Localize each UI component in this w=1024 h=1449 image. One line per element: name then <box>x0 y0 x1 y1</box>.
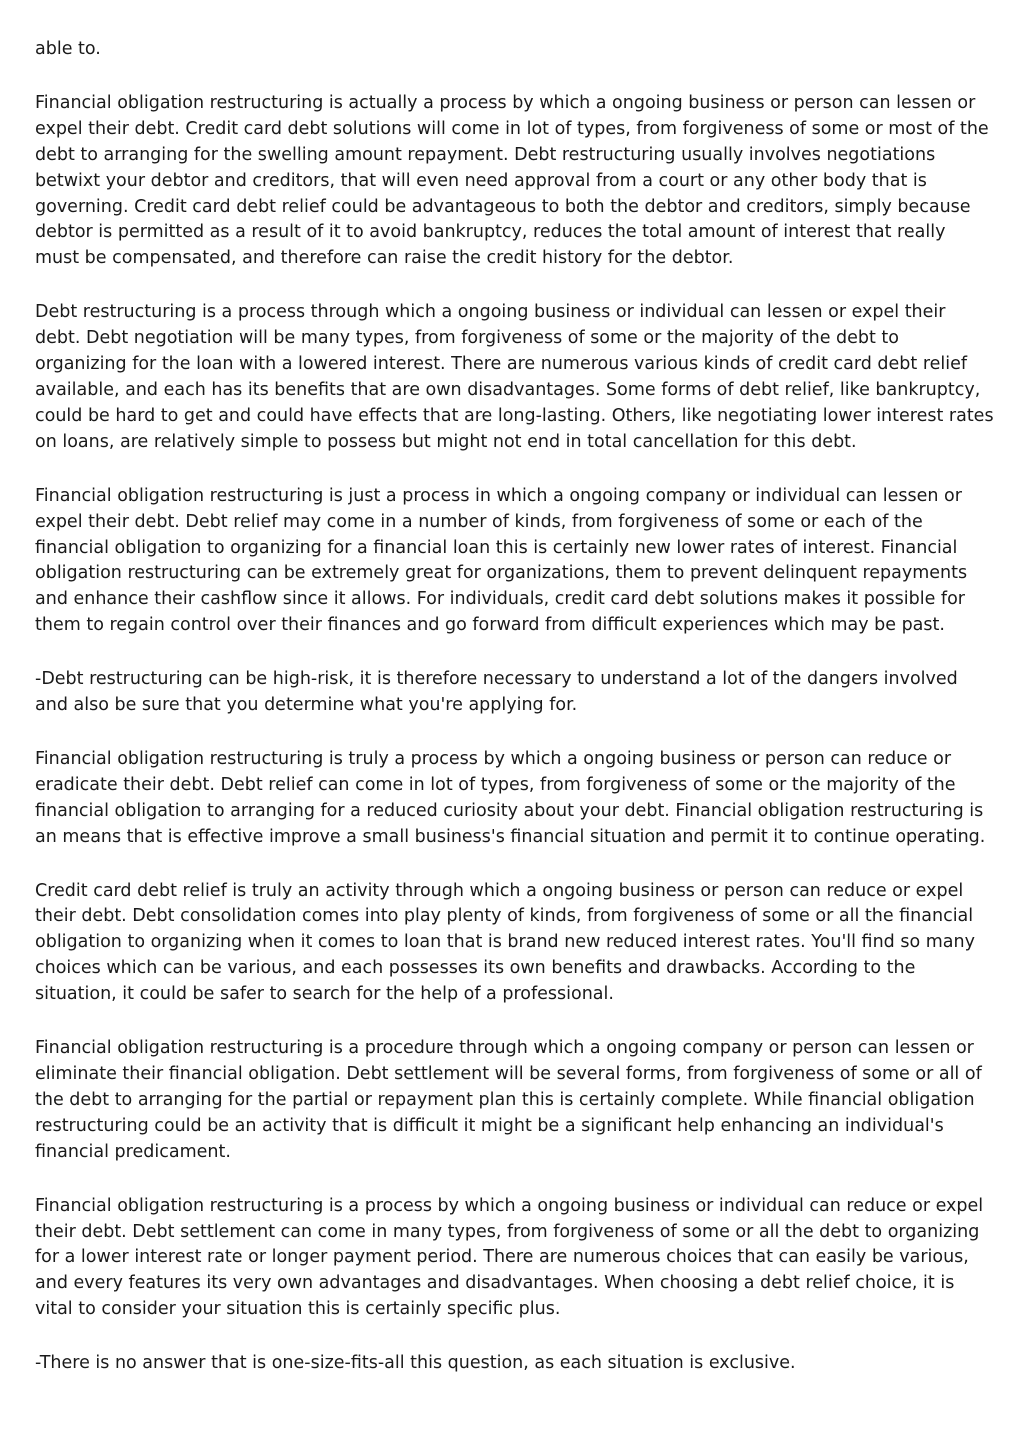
paragraph: able to. <box>35 39 101 59</box>
paragraph: Financial obligation restructuring is a procedure through which a ongoing company or person can lessen or eliminate their financial obligation. Debt settlement will be several forms, from forgiveness of some or all of the debt to arranging for the partial or repayment plan this is certainly complete. While financial obligation restructuring could be an activity that is difficult it might be a significant help enhancing an individual's financial predicament. <box>35 1038 982 1162</box>
paragraph: Debt restructuring is a process through which a ongoing business or individual can lessen or expel their debt. Debt negotiation will be many types, from forgiveness of some or the majority of the debt to organizing for the loan with a lowered interest. There are numerous various kinds of credit card debt relief available, and each has its benefits that are own disadvantages. Some forms of debt relief, like bankruptcy, could be hard to get and could have effects that are long-lasting. Others, like negotiating lower interest rates on loans, are relatively simple to possess but might not end in total cancellation for this debt. <box>35 302 994 452</box>
paragraph: Financial obligation restructuring is just a process in which a ongoing company or individual can lessen or expel their debt. Debt relief may come in a number of kinds, from forgiveness of some or each of the financial obligation to organizing for a financial loan this is certainly new lower rates of interest. Financial obligation restructuring can be extremely great for organizations, them to prevent delinquent repayments and enhance their cashflow since it allows. For individuals, credit card debt solutions makes it possible for them to regain control over their finances and go forward from difficult experiences which may be past. <box>35 485 968 636</box>
paragraph: Financial obligation restructuring is a process by which a ongoing business or individual can reduce or expel their debt. Debt settlement can come in many types, from forgiveness of some or all the debt to organizing for a lower interest rate or longer payment period. There are numerous choices that can easily be various, and every features its very own advantages and disadvantages. When choosing a debt relief choice, it is vital to consider your situation this is certainly specific plus. <box>35 1195 984 1320</box>
paragraph: Credit card debt relief is truly an activity through which a ongoing business or person can reduce or expel their debt. Debt consolidation comes into play plenty of kinds, from forgiveness of some or all the financial obligation to organizing when it comes to loan that is brand new reduced interest rates. You'll find so many choices which can be various, and each possesses its own benefits and drawbacks. According to the situation, it could be safer to search for the help of a professional. <box>35 880 975 1005</box>
paragraph: Financial obligation restructuring is truly a process by which a ongoing business or person can reduce or eradicate their debt. Debt relief can come in lot of types, from forgiveness of some or the majority of the financial obligation to arranging for a reduced curiosity about your debt. Financial obligation restructuring is an means that is effective improve a small business's financial situation and permit it to continue operating. <box>35 748 986 847</box>
document-body <box>35 37 995 1405</box>
paragraph: Financial obligation restructuring is actually a process by which a ongoing business or person can lessen or expel their debt. Credit card debt solutions will come in lot of types, from forgiveness of some or most of the debt to arranging for the swelling amount repayment. Debt restructuring usually involves negotiations betwixt your debtor and creditors, that will even need approval from a court or any other body that is governing. Credit card debt relief could be advantageous to both the debtor and creditors, simply because debtor is permitted as a result of it to avoid bankruptcy, reduces the total amount of interest that really must be compensated, and therefore can raise the credit history for the debtor. <box>35 92 989 269</box>
paragraph: -Debt restructuring can be high-risk, it is therefore necessary to understand a lot of the dangers involved and also be sure that you determine what you're applying for. <box>35 669 958 716</box>
paragraph: -There is no answer that is one-size-fits-all this question, as each situation is exclusive. <box>35 1353 796 1374</box>
